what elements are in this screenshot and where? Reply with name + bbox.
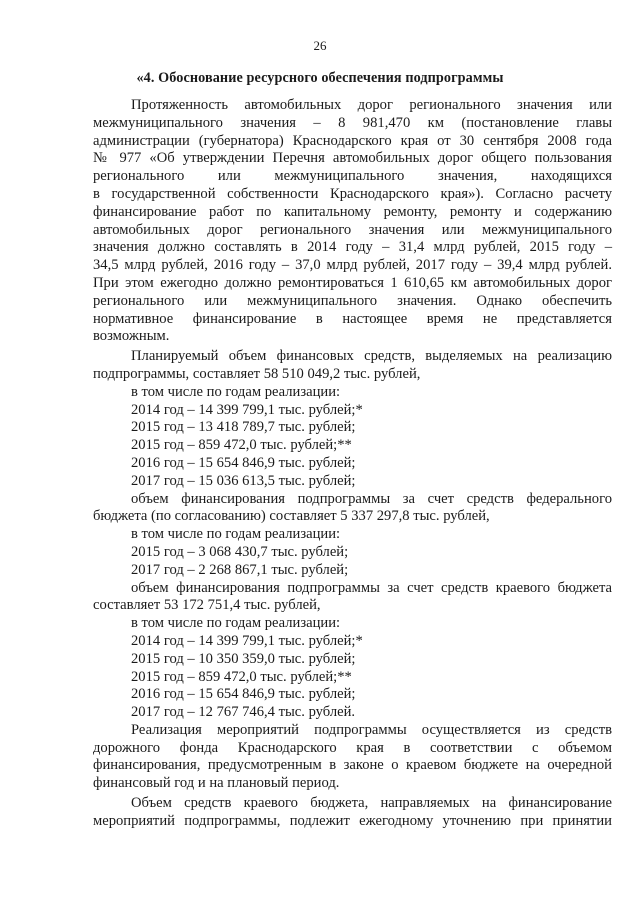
text-line: 2015 год – 10 350 359,0 тыс. рублей; xyxy=(131,650,356,667)
text-line: объем финансирования подпрограммы за счет средств федерального xyxy=(131,490,612,507)
text-line: мероприятий подпрограммы, подлежит ежегодному уточнению при принятии xyxy=(93,812,612,829)
text-line: 2015 год – 3 068 430,7 тыс. рублей; xyxy=(131,543,349,560)
text-line: 2017 год – 2 268 867,1 тыс. рублей; xyxy=(131,561,349,578)
text-line: 2014 год – 14 399 799,1 тыс. рублей;* xyxy=(131,632,363,649)
text-line: № 977 «Об утверждении Перечня автомобильных дорог общего пользования xyxy=(93,150,612,167)
text-line: регионального или межмуниципального значения. Однако обеспечить xyxy=(93,292,612,309)
text-line: 2016 год – 15 654 846,9 тыс. рублей; xyxy=(131,454,356,471)
text-line: подпрограммы, составляет 58 510 049,2 тыс. рублей, xyxy=(93,365,421,382)
text-line: в государственной собственности Краснодарского края»). Согласно расчету xyxy=(93,185,612,202)
text-line: 2016 год – 15 654 846,9 тыс. рублей; xyxy=(131,686,356,703)
text-line: Объем средств краевого бюджета, направляемых на финансирование xyxy=(131,795,612,812)
text-line: значения должно составлять в 2014 году – 31,4 млрд рублей, 2015 году – xyxy=(93,239,612,256)
page-number: 26 xyxy=(313,38,327,53)
text-line: Реализация мероприятий подпрограммы осуществляется из средств xyxy=(131,721,612,738)
text-line: нормативное финансирование в настоящее время не представляется xyxy=(93,310,612,327)
text-line: финансирование работ по капитальному ремонту, ремонту и содержанию xyxy=(93,203,612,220)
text-line: финансирования, предусмотренным в законе о краевом бюджете на очередной xyxy=(93,757,612,774)
text-line: в том числе по годам реализации: xyxy=(131,383,341,400)
text-line: 2017 год – 12 767 746,4 тыс. рублей. xyxy=(131,704,356,721)
text-line: администрации (губернатора) Краснодарского края от 30 сентября 2008 года xyxy=(93,132,612,149)
text-line: Протяженность автомобильных дорог регионального значения или xyxy=(131,97,612,113)
text-line: 2015 год – 859 472,0 тыс. рублей;** xyxy=(131,668,352,685)
text-line: 2017 год – 15 036 613,5 тыс. рублей; xyxy=(131,472,356,489)
text-line: объем финансирования подпрограммы за счет средств краевого бюджета xyxy=(131,579,612,596)
text-line: Планируемый объем финансовых средств, выделяемых на реализацию xyxy=(131,348,612,365)
text-line: автомобильных дорог регионального значения или межмуниципального xyxy=(93,221,612,238)
text-line: финансовый год и на плановый период. xyxy=(93,775,340,792)
text-line: дорожного фонда Краснодарского края в соответствии с объемом xyxy=(93,739,612,756)
text-line: 34,5 млрд рублей, 2016 году – 37,0 млрд рублей, 2017 году – 39,4 млрд рублей. xyxy=(93,257,612,274)
text-line: составляет 53 172 751,4 тыс. рублей, xyxy=(93,597,321,614)
text-line: возможным. xyxy=(93,328,170,345)
text-line: в том числе по годам реализации: xyxy=(131,615,341,632)
text-line: регионального или межмуниципального значения, находящихся xyxy=(93,168,612,185)
document-body xyxy=(93,97,612,831)
text-line: При этом ежегодно должно ремонтироваться 1 610,65 км автомобильных дорог xyxy=(93,274,612,291)
text-line: 2015 год – 13 418 789,7 тыс. рублей; xyxy=(131,419,356,436)
text-line: 2015 год – 859 472,0 тыс. рублей;** xyxy=(131,437,352,454)
text-line: бюджета (по согласованию) составляет 5 337 297,8 тыс. рублей, xyxy=(93,508,490,525)
text-line: межмуниципального значения – 8 981,470 км (постановление главы xyxy=(93,114,612,131)
text-line: в том числе по годам реализации: xyxy=(131,526,341,543)
section-heading: «4. Обоснование ресурсного обеспечения подпрограммы xyxy=(136,70,504,86)
text-line: 2014 год – 14 399 799,1 тыс. рублей;* xyxy=(131,401,363,418)
